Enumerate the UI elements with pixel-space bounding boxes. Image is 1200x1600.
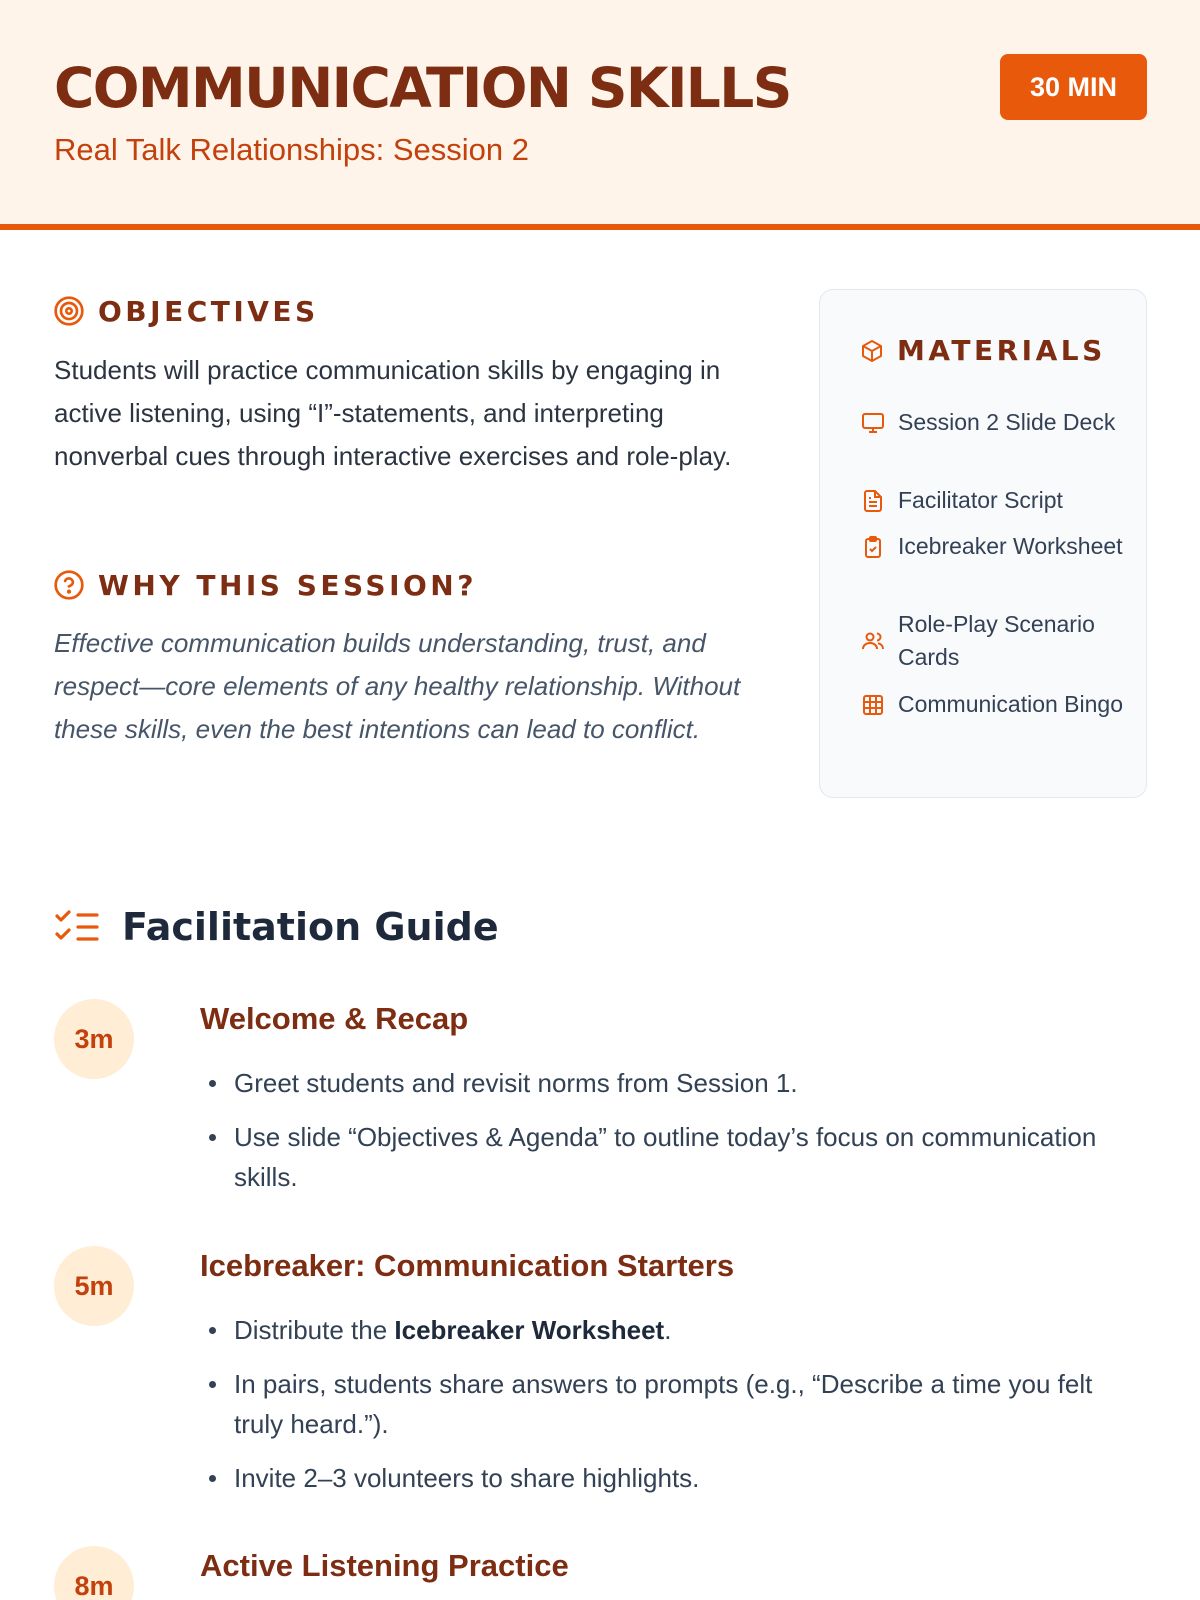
step-bullet	[200, 1310, 1120, 1350]
step-title: Welcome & Recap	[200, 1001, 469, 1036]
step-title: Icebreaker: Communication Starters	[200, 1248, 735, 1283]
material-label: Role-Play Scenario Cards	[898, 611, 1095, 670]
step-bullets	[200, 1063, 1120, 1211]
step-bullet: Greet students and revisit norms from Session 1.	[200, 1063, 1120, 1103]
why-text: Effective communication builds understanding, trust, and respect—core elements of any healthy relationship. Without these skills, even the best intentions can lead to conflict.	[54, 628, 741, 744]
step-bullet-text: Distribute the	[234, 1315, 395, 1345]
materials-label: MATERIALS	[897, 334, 1106, 367]
clipboard-check-icon	[860, 534, 886, 560]
list-checks-icon	[54, 907, 100, 947]
objectives-label: OBJECTIVES	[98, 294, 319, 328]
material-label: Icebreaker Worksheet	[898, 533, 1123, 559]
page-header	[0, 0, 1200, 230]
page-subtitle: Real Talk Relationships: Session 2	[54, 132, 530, 167]
material-label: Communication Bingo	[898, 691, 1124, 717]
material-label: Facilitator Script	[898, 487, 1063, 513]
objectives-heading	[52, 294, 319, 328]
page-title: COMMUNICATION SKILLS	[54, 56, 791, 120]
material-item	[860, 608, 1128, 674]
step-bullet-text: .	[664, 1315, 672, 1345]
objectives-text: Students will practice communication skills by engaging in active listening, using “I”-statements, and interpreting nonverbal cues through interactive exercises and role-play.	[54, 355, 732, 471]
file-text-icon	[860, 488, 886, 514]
materials-card	[819, 289, 1147, 798]
step-title: Active Listening Practice	[200, 1548, 569, 1583]
material-item	[860, 688, 1128, 721]
material-item	[860, 406, 1128, 439]
users-icon	[860, 628, 886, 654]
help-circle-icon	[52, 568, 86, 602]
monitor-icon	[860, 410, 886, 436]
step-bullet-bold: Icebreaker Worksheet	[394, 1315, 665, 1345]
why-heading	[52, 568, 477, 602]
step-duration: 8m	[54, 1546, 134, 1600]
step-duration: 5m	[54, 1246, 134, 1326]
target-icon	[52, 294, 86, 328]
material-item	[860, 484, 1128, 517]
package-icon	[859, 338, 885, 364]
facilitation-guide-title: Facilitation Guide	[122, 905, 499, 949]
material-item	[860, 530, 1128, 563]
step-duration: 3m	[54, 999, 134, 1079]
step-bullet: Invite 2–3 volunteers to share highlights.	[200, 1458, 1120, 1498]
grid-icon	[860, 692, 886, 718]
duration-badge: 30 MIN	[1000, 54, 1147, 120]
material-label: Session 2 Slide Deck	[898, 409, 1116, 435]
facilitation-guide-heading	[54, 905, 499, 949]
why-label: WHY THIS SESSION?	[98, 568, 477, 602]
materials-heading	[859, 334, 1106, 367]
step-bullet: Use slide “Objectives & Agenda” to outline today’s focus on communication skills.	[200, 1117, 1120, 1197]
step-bullets	[200, 1310, 1120, 1512]
step-bullet: In pairs, students share answers to prompts (e.g., “Describe a time you felt truly heard.”).	[200, 1364, 1120, 1444]
